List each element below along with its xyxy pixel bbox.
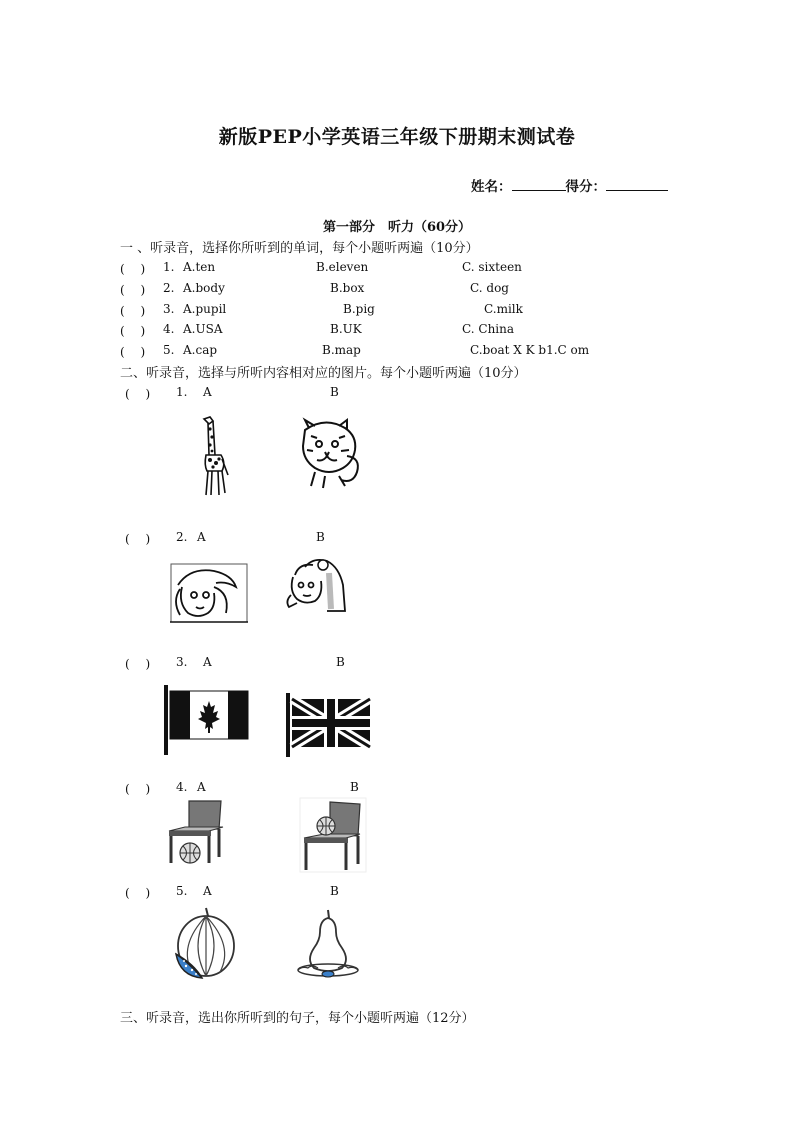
s1-bracket[interactable]: ( ): [120, 345, 146, 359]
s1-option-a: A.USA: [183, 322, 223, 336]
girl-hat-icon[interactable]: [285, 555, 347, 613]
s2-bracket[interactable]: ( ): [125, 782, 151, 796]
s1-option-c: C. China: [462, 322, 515, 336]
s1-bracket[interactable]: ( ): [120, 283, 146, 297]
s2-label-b: B: [330, 385, 339, 399]
s2-bracket[interactable]: ( ): [125, 657, 151, 671]
section3-heading: 三、听录音，选出你所听到的句子，每个小题听两遍（12分）: [120, 1011, 475, 1026]
s1-option-b: B.UK: [330, 322, 362, 336]
s1-option-c: C.boat X K b1.C om: [470, 343, 590, 357]
s1-option-b: B.pig: [343, 302, 375, 316]
s2-bracket[interactable]: ( ): [125, 886, 151, 900]
s2-num: 5.: [176, 884, 188, 898]
giraffe-icon[interactable]: [194, 415, 234, 497]
s2-label-a: A: [197, 530, 206, 544]
s1-num: 4.: [163, 322, 175, 336]
s1-num: 2.: [163, 281, 175, 295]
s1-option-a: A.body: [183, 281, 225, 295]
s1-option-c: C. dog: [470, 281, 509, 295]
section2-heading: 二、听录音，选择与所听内容相对应的图片。每个小题听两遍（10分）: [120, 366, 527, 381]
tiger-icon[interactable]: [295, 418, 365, 490]
s2-bracket[interactable]: ( ): [125, 532, 151, 546]
score-label: 得分：: [565, 179, 606, 195]
s1-option-a: A.pupil: [183, 302, 227, 316]
watermelon-icon[interactable]: [172, 906, 238, 980]
girl-face-icon[interactable]: [170, 563, 248, 625]
s1-option-a: A.cap: [183, 343, 218, 357]
score-blank[interactable]: [606, 178, 668, 191]
s1-option-c: C. sixteen: [462, 260, 522, 274]
pear-icon[interactable]: [292, 908, 364, 980]
part-heading: 第一部分 听力（60分）: [322, 220, 472, 235]
s2-label-a: A: [203, 655, 212, 669]
name-blank[interactable]: [512, 178, 566, 191]
s1-bracket[interactable]: ( ): [120, 262, 146, 276]
canada-flag-icon[interactable]: [162, 685, 252, 757]
s2-label-b: B: [336, 655, 345, 669]
chair-ball-on-icon[interactable]: [300, 798, 366, 872]
s2-label-a: A: [197, 780, 206, 794]
s1-option-b: B.box: [330, 281, 365, 295]
s2-bracket[interactable]: ( ): [125, 387, 151, 401]
uk-flag-icon[interactable]: [284, 693, 372, 759]
s2-label-b: B: [330, 884, 339, 898]
s2-num: 3.: [176, 655, 188, 669]
s2-label-a: A: [203, 884, 212, 898]
s1-num: 1.: [163, 260, 175, 274]
s1-bracket[interactable]: ( ): [120, 324, 146, 338]
s1-option-a: A.ten: [183, 260, 216, 274]
s1-bracket[interactable]: ( ): [120, 304, 146, 318]
name-label: 姓名：: [471, 179, 512, 195]
s2-num: 2.: [176, 530, 188, 544]
page-title: 新版PEP小学英语三年级下册期末测试卷: [218, 126, 576, 148]
s2-label-b: B: [316, 530, 325, 544]
s2-label-a: A: [203, 385, 212, 399]
s1-num: 5.: [163, 343, 175, 357]
s1-option-b: B.eleven: [316, 260, 369, 274]
s2-num: 4.: [176, 780, 188, 794]
s2-label-b: B: [350, 780, 359, 794]
chair-ball-under-icon[interactable]: [165, 797, 227, 865]
s1-option-c: C.milk: [484, 302, 523, 316]
s2-num: 1.: [176, 385, 188, 399]
name-score-bar: [471, 175, 668, 195]
section1-heading: 一 、听录音，选择你所听到的单词，每个小题听两遍（10分）: [120, 241, 479, 256]
s1-option-b: B.map: [322, 343, 361, 357]
s1-num: 3.: [163, 302, 175, 316]
